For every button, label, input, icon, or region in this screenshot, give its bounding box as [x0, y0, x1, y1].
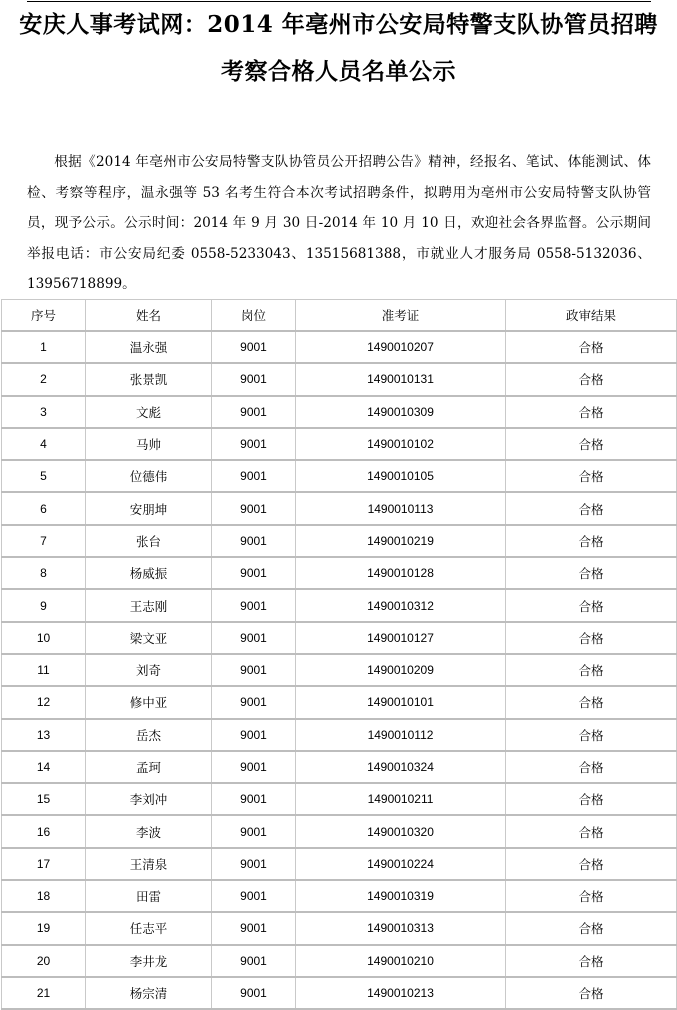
cell-result: 合格: [506, 428, 677, 460]
cell-name: 田雷: [86, 880, 212, 912]
cell-result: 合格: [506, 945, 677, 977]
cell-position: 9001: [212, 460, 296, 492]
cell-position: 9001: [212, 719, 296, 751]
cell-name: 王清泉: [86, 848, 212, 880]
cell-result: 合格: [506, 783, 677, 815]
top-divider-line: [27, 1, 651, 2]
cell-index: 2: [2, 363, 86, 395]
cell-position: 9001: [212, 815, 296, 847]
cell-name: 李刘冲: [86, 783, 212, 815]
table-row: [2, 460, 677, 492]
table-row: [2, 912, 677, 944]
cell-result: 合格: [506, 525, 677, 557]
table-row: [2, 622, 677, 654]
cell-ticket: 1490010210: [296, 945, 506, 977]
cell-ticket: 1490010128: [296, 557, 506, 589]
cell-index: 6: [2, 492, 86, 524]
cell-result: 合格: [506, 331, 677, 363]
document-title-line-1: 安庆人事考试网：2014 年亳州市公安局特警支队协管员招聘: [19, 11, 658, 38]
cell-ticket: 1490010207: [296, 331, 506, 363]
cell-index: 13: [2, 719, 86, 751]
cell-position: 9001: [212, 557, 296, 589]
cell-index: 19: [2, 912, 86, 944]
document-title-line-2: 考察合格人员名单公示: [221, 58, 456, 85]
cell-result: 合格: [506, 622, 677, 654]
table-row: [2, 331, 677, 363]
cell-ticket: 1490010105: [296, 460, 506, 492]
cell-name: 李波: [86, 815, 212, 847]
table-row: [2, 719, 677, 751]
cell-position: 9001: [212, 525, 296, 557]
cell-ticket: 1490010102: [296, 428, 506, 460]
cell-name: 岳杰: [86, 719, 212, 751]
cell-result: 合格: [506, 363, 677, 395]
cell-index: 15: [2, 783, 86, 815]
cell-index: 21: [2, 977, 86, 1009]
cell-result: 合格: [506, 654, 677, 686]
cell-result: 合格: [506, 557, 677, 589]
table-row: [2, 977, 677, 1009]
cell-position: 9001: [212, 331, 296, 363]
cell-name: 张景凯: [86, 363, 212, 395]
table-row: [2, 880, 677, 912]
cell-result: 合格: [506, 492, 677, 524]
table-row: [2, 815, 677, 847]
cell-name: 任志平: [86, 912, 212, 944]
cell-position: 9001: [212, 977, 296, 1009]
header-result: 政审结果: [506, 300, 677, 332]
cell-ticket: 1490010219: [296, 525, 506, 557]
cell-name: 杨宗清: [86, 977, 212, 1009]
table-row: [2, 396, 677, 428]
cell-ticket: 1490010101: [296, 686, 506, 718]
cell-position: 9001: [212, 654, 296, 686]
cell-ticket: 1490010224: [296, 848, 506, 880]
table-row: [2, 492, 677, 524]
cell-result: 合格: [506, 751, 677, 783]
cell-index: 11: [2, 654, 86, 686]
header-name: 姓名: [86, 300, 212, 332]
table-row: [2, 686, 677, 718]
cell-ticket: 1490010312: [296, 589, 506, 621]
results-table: [1, 299, 677, 1010]
cell-index: 10: [2, 622, 86, 654]
cell-name: 王志刚: [86, 589, 212, 621]
cell-ticket: 1490010211: [296, 783, 506, 815]
cell-position: 9001: [212, 396, 296, 428]
cell-position: 9001: [212, 363, 296, 395]
cell-name: 温永强: [86, 331, 212, 363]
announcement-paragraph: 根据《2014 年亳州市公安局特警支队协管员公开招聘公告》精神，经报名、笔试、体能测试、体检、考察等程序，温永强等 53 名考生符合本次考试招聘条件，拟聘用为亳州市公安局特警支队协管员，现予公示。公示时间：2014 年 9 月 30 日-2014 年 10 月 10 日，欢迎社会各界监督。公示期间举报电话：市公安局纪委 0558-5233043、13515681388，市就业人才服务局 0558-5132036、13956718899。: [27, 154, 651, 292]
cell-position: 9001: [212, 912, 296, 944]
cell-ticket: 1490010131: [296, 363, 506, 395]
cell-name: 安朋坤: [86, 492, 212, 524]
cell-position: 9001: [212, 686, 296, 718]
cell-position: 9001: [212, 783, 296, 815]
cell-index: 4: [2, 428, 86, 460]
cell-result: 合格: [506, 460, 677, 492]
cell-name: 李井龙: [86, 945, 212, 977]
cell-result: 合格: [506, 719, 677, 751]
cell-index: 5: [2, 460, 86, 492]
cell-result: 合格: [506, 912, 677, 944]
cell-ticket: 1490010127: [296, 622, 506, 654]
cell-index: 18: [2, 880, 86, 912]
table-row: [2, 751, 677, 783]
cell-result: 合格: [506, 880, 677, 912]
cell-index: 20: [2, 945, 86, 977]
cell-result: 合格: [506, 686, 677, 718]
cell-ticket: 1490010113: [296, 492, 506, 524]
cell-position: 9001: [212, 589, 296, 621]
table-row: [2, 428, 677, 460]
cell-name: 张台: [86, 525, 212, 557]
table-row: [2, 654, 677, 686]
header-ticket: 准考证: [296, 300, 506, 332]
cell-index: 7: [2, 525, 86, 557]
cell-ticket: 1490010209: [296, 654, 506, 686]
cell-position: 9001: [212, 622, 296, 654]
cell-result: 合格: [506, 396, 677, 428]
cell-position: 9001: [212, 848, 296, 880]
cell-index: 14: [2, 751, 86, 783]
cell-position: 9001: [212, 428, 296, 460]
cell-ticket: 1490010309: [296, 396, 506, 428]
cell-index: 16: [2, 815, 86, 847]
cell-name: 修中亚: [86, 686, 212, 718]
cell-index: 17: [2, 848, 86, 880]
cell-ticket: 1490010313: [296, 912, 506, 944]
table-row: [2, 363, 677, 395]
cell-ticket: 1490010213: [296, 977, 506, 1009]
header-position: 岗位: [212, 300, 296, 332]
cell-name: 杨威振: [86, 557, 212, 589]
table-header-row: [2, 300, 677, 332]
cell-position: 9001: [212, 751, 296, 783]
cell-index: 12: [2, 686, 86, 718]
cell-name: 位德伟: [86, 460, 212, 492]
table-row: [2, 783, 677, 815]
table-row: [2, 557, 677, 589]
table-row: [2, 525, 677, 557]
cell-name: 梁文亚: [86, 622, 212, 654]
cell-ticket: 1490010320: [296, 815, 506, 847]
cell-name: 马帅: [86, 428, 212, 460]
cell-name: 刘奇: [86, 654, 212, 686]
cell-name: 孟珂: [86, 751, 212, 783]
header-index: 序号: [2, 300, 86, 332]
cell-result: 合格: [506, 977, 677, 1009]
table-body: [2, 331, 677, 1009]
cell-index: 8: [2, 557, 86, 589]
cell-ticket: 1490010324: [296, 751, 506, 783]
cell-ticket: 1490010319: [296, 880, 506, 912]
cell-index: 3: [2, 396, 86, 428]
cell-result: 合格: [506, 589, 677, 621]
cell-result: 合格: [506, 815, 677, 847]
cell-position: 9001: [212, 945, 296, 977]
cell-index: 1: [2, 331, 86, 363]
cell-index: 9: [2, 589, 86, 621]
table-row: [2, 945, 677, 977]
table-row: [2, 848, 677, 880]
cell-name: 文彪: [86, 396, 212, 428]
cell-ticket: 1490010112: [296, 719, 506, 751]
cell-position: 9001: [212, 880, 296, 912]
table-row: [2, 589, 677, 621]
cell-result: 合格: [506, 848, 677, 880]
cell-position: 9001: [212, 492, 296, 524]
